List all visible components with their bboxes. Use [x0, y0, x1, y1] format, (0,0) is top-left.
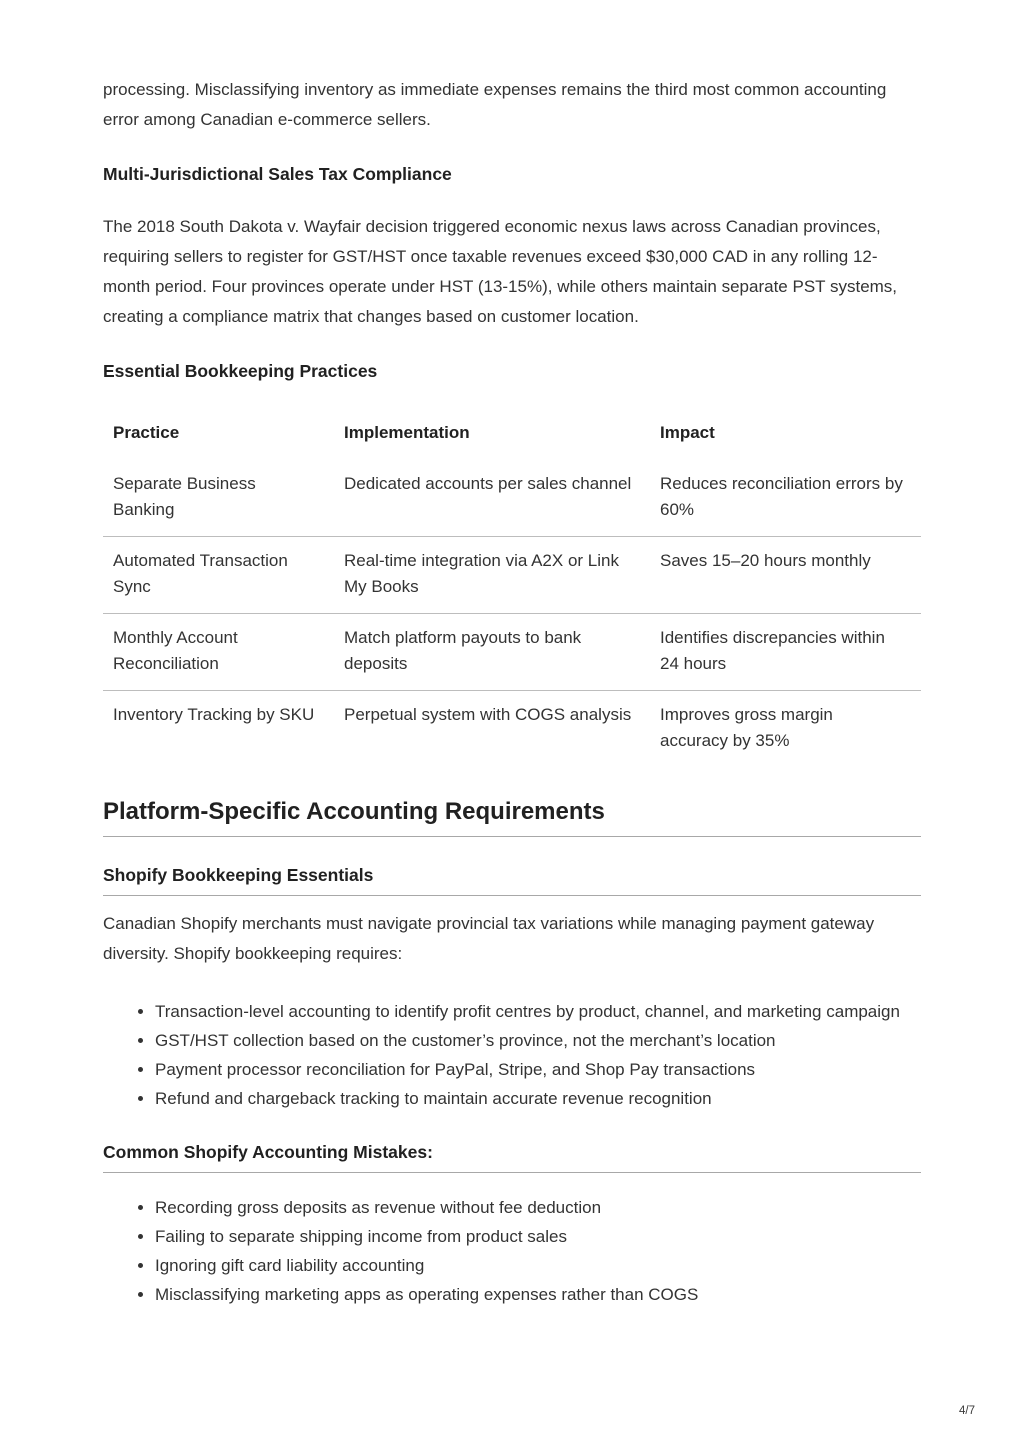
heading-platform-specific-requirements: Platform-Specific Accounting Requirements — [103, 798, 605, 825]
list-item: • Misclassifying marketing apps as operating expenses rather than COGS — [155, 1280, 921, 1309]
table-cell: Improves gross margin accuracy by 35% — [660, 705, 833, 750]
list-item: • Refund and chargeback tracking to maintain accurate revenue recognition — [155, 1084, 921, 1113]
table-cell: Match platform payouts to bank deposits — [334, 614, 650, 691]
heading-shopify-bookkeeping-essentials: Shopify Bookkeeping Essentials — [103, 865, 374, 885]
table-cell: Saves 15–20 hours monthly — [650, 537, 921, 614]
table-cell: Dedicated accounts per sales channel — [334, 460, 650, 537]
heading-common-shopify-mistakes: Common Shopify Accounting Mistakes: — [103, 1142, 433, 1162]
list-item: • Recording gross deposits as revenue without fee deduction — [155, 1193, 921, 1222]
paragraph-wayfair-nexus: The 2018 South Dakota v. Wayfair decision triggered economic nexus laws across Canadian provinces, requiring sellers to register for GST/HST once taxable revenues exceed $30,000 CAD in any rolling 12-month period. Four provinces operate under HST (13-15%), while others maintain separate PST systems, creating a compliance matrix that changes based on customer location. — [103, 217, 898, 326]
table-cell: Monthly Account Reconciliation — [103, 614, 334, 691]
table-cell: Identifies discrepancies within 24 hours — [650, 614, 921, 691]
section-divider — [103, 836, 921, 837]
table-cell: Inventory Tracking by SKU — [113, 705, 315, 724]
section-divider — [103, 1172, 921, 1173]
table-cell: Perpetual system with COGS analysis — [344, 705, 632, 724]
table-header-implementation: Implementation — [344, 423, 470, 442]
table-row — [103, 691, 921, 768]
table-cell: Real-time integration via A2X or Link My Books — [334, 537, 650, 614]
table-header-row — [103, 412, 921, 460]
paragraph-shopify-merchants: Canadian Shopify merchants must navigate provincial tax variations while managing payment gateway diversity. Shopify bookkeeping requires: — [103, 914, 875, 963]
table-row — [103, 460, 921, 537]
shopify-requirements-list — [103, 997, 921, 1113]
list-item: • Ignoring gift card liability accounting — [155, 1251, 921, 1280]
table-header-practice: Practice — [113, 423, 180, 442]
page-content — [103, 0, 921, 1337]
heading-multi-jurisdictional-sales-tax: Multi-Jurisdictional Sales Tax Compliance — [103, 164, 452, 184]
shopify-mistakes-list — [103, 1193, 921, 1309]
paragraph-inventory-misclassification: processing. Misclassifying inventory as immediate expenses remains the third most common accounting error among Canadian e-commerce sellers. — [103, 80, 887, 129]
section-divider — [103, 895, 921, 896]
table-cell: Separate Business Banking — [103, 460, 334, 537]
table-row — [103, 537, 921, 614]
page-number: 4/7 — [959, 1405, 975, 1417]
table-cell: Reduces reconciliation errors by 60% — [650, 460, 921, 537]
table-cell: Automated Transaction Sync — [103, 537, 334, 614]
table-row — [103, 614, 921, 691]
list-item: • Transaction-level accounting to identify profit centres by product, channel, and marketing campaign — [155, 997, 921, 1026]
list-item: • Failing to separate shipping income from product sales — [155, 1222, 921, 1251]
table-header-impact: Impact — [660, 423, 715, 442]
list-item: • Payment processor reconciliation for PayPal, Stripe, and Shop Pay transactions — [155, 1055, 921, 1084]
list-item: • GST/HST collection based on the customer’s province, not the merchant’s location — [155, 1026, 921, 1055]
bookkeeping-practices-table — [103, 412, 921, 767]
heading-essential-bookkeeping-practices: Essential Bookkeeping Practices — [103, 361, 378, 381]
